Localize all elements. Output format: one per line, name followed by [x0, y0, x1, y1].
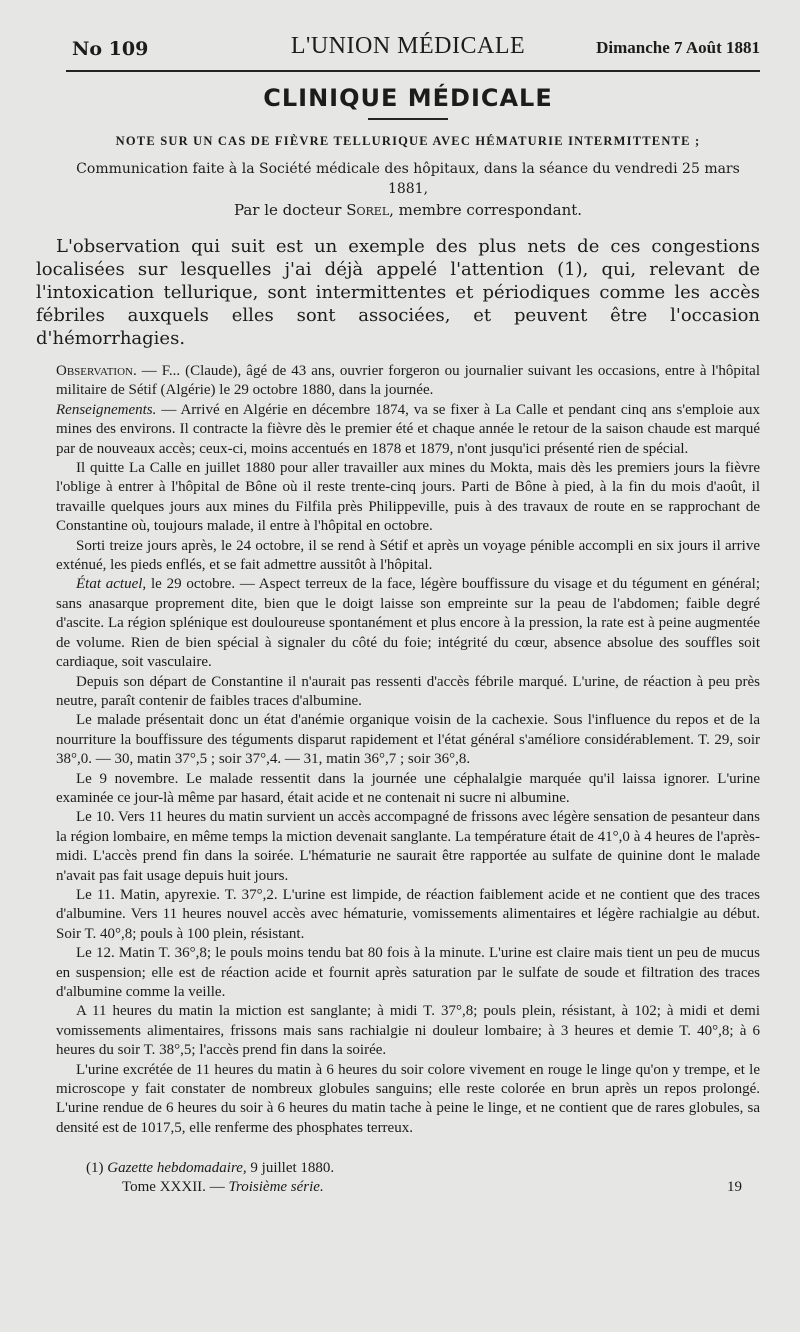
serie-separator: — [205, 1179, 229, 1196]
footnote-number: (1) [86, 1160, 108, 1177]
page-number: 19 [727, 1179, 742, 1196]
tome-label: Tome XXXII. [122, 1179, 206, 1196]
paragraph-sorti: Sorti treize jours après, le 24 octobre, il se rend à Sétif et après un voyage pénible accompli en six jours il arrive exténué, les pieds enflés, et se fait admettre aussitôt à l'hôpital. [56, 537, 760, 574]
page-footer [56, 1179, 760, 1201]
title-rule [368, 118, 448, 120]
article-title: NOTE SUR UN CAS DE FIÈVRE TELLURIQUE AVEC HÉMATURIE INTERMITTENTE ; [115, 134, 701, 148]
observation-paragraph [56, 362, 760, 401]
etat-text: le 29 octobre. — Aspect terreux de la face, légère bouffissure du visage et du tégument en général; sans anasarque proprement dite, bien que le doigt laisse son empreinte sur la peau de l'abdomen; faible degré d'ascite. La région splénique est douloureuse spontanément et plus encore à la pression, la rate est à peine augmentée de volume. Rien de bien spécial à signaler du côté du foie; intégrité du cœur, absence absolue des souffles soit cardiaque, soit vasculaire. [56, 576, 761, 671]
paragraph-le-10: Le 10. Vers 11 heures du matin survient un accès accompagné de frissons avec légère sensation de pesanteur dans la région lombaire, en même temps la miction devenait sanglante. La température était de 41°,0 à 4 heures de l'après-midi. L'accès prend fin dans la soirée. L'hématurie ne saurait être rapportée au sulfate de quinine dont le malade n'avait pas fait usage depuis huit jours. [56, 809, 760, 884]
communication-line: Communication faite à la Société médicale des hôpitaux, dans la séance du vendredi 25 mars 1881, [76, 161, 740, 197]
serie-label: Troisième série. [228, 1179, 324, 1196]
issue-number: No 109 [72, 38, 149, 60]
paragraph-le-11: Le 11. Matin, apyrexie. T. 37°,2. L'urine est limpide, de réaction faiblement acide et ne contient que des traces d'albumine. Vers 11 heures nouvel accès avec hématurie, vomissements alimentaires et légère rachialgie au début. Soir T. 40°,8; pouls à 100 plein, résistant. [56, 886, 760, 942]
author-name: Sorel [346, 201, 390, 219]
paragraph-malade: Le malade présentait donc un état d'anémie organique voisin de la cachexie. Sous l'influence du repos et de la nourriture la bouffissure des téguments disparut rapidement et l'état général s'améliore considérablement. T. 29, soir 38°,0. — 30, matin 37°,5 ; soir 37°,4. — 31, matin 36°,7 ; soir 36°,8. [56, 712, 760, 768]
renseignements-label: Renseignements. [56, 401, 157, 418]
footnote-journal: Gazette hebdomadaire, [107, 1160, 247, 1177]
paragraph-9-novembre: Le 9 novembre. Le malade ressentit dans la journée une céphalalgie marquée qu'il laissa ignorer. L'urine examinée ce jour-là même par hasard, était acide et ne contenait ni sucre ni albumine. [56, 770, 760, 806]
section-title: CLINIQUE MÉDICALE [263, 84, 553, 112]
author-suffix: , membre correspondant. [389, 201, 583, 219]
observation-label: Observation. [56, 363, 137, 379]
author-prefix: Par le docteur [233, 201, 347, 219]
paragraph-depuis: Depuis son départ de Constantine il n'aurait pas ressenti d'accès fébrile marqué. L'urine, de réaction à peu près neutre, paraît contenir de faibles traces d'albumine. [56, 673, 760, 709]
article-body [56, 362, 760, 1138]
paragraph-quitte: Il quitte La Calle en juillet 1880 pour aller travailler aux mines du Mokta, mais dès les premiers jours la fièvre l'oblige à entrer à l'hôpital de Bône où il reste trente-cinq jours. Parti de Bône à pied, à la fin du mois d'août, il travaille quelques jours aux mines du Filfila près Philippeville, puis à des travaux de route en se rapprochant de Constantine où, toujours malade, il entre à l'hôpital en octobre. [56, 460, 760, 535]
paragraph-11-heures: A 11 heures du matin la miction est sanglante; à midi T. 37°,8; pouls plein, résistant, à 102; à midi et demi vomissements alimentaires, frissons mais sans rachialgie ni douleur lombaire; à 3 heures et demie T. 40°,8; à 6 heures du soir T. 38°,5; l'accès prend fin dans la soirée. [56, 1003, 760, 1059]
issue-date: Dimanche 7 Août 1881 [596, 38, 760, 57]
header-rule [66, 70, 760, 72]
intro-paragraph: L'observation qui suit est un exemple des plus nets de ces congestions localisées sur lesquelles j'ai déjà appelé l'attention (1), qui, relevant de l'intoxication tellurique, sont intermittentes et périodiques comme les accès fébriles auxquels elles sont associées, et peuvent être l'occasion d'hémorrhagies. [36, 236, 760, 349]
renseignements-text: — Arrivé en Algérie en décembre 1874, va se fixer à La Calle et pendant cinq ans s'emploie aux mines des environs. Il contracte la fièvre dès le premier été et chaque année le retour de la saison chaude est marqué par de nouveaux accès; ceux-ci, moins accentués en 1878 et 1879, n'ont jusqu'ici présenté rien de spécial. [56, 401, 760, 457]
author-line [56, 199, 760, 221]
footnote [86, 1160, 760, 1177]
page-header [56, 30, 760, 70]
footnote-date: 9 juillet 1880. [246, 1160, 335, 1177]
etat-paragraph [56, 575, 760, 672]
paragraph-urine: L'urine excrétée de 11 heures du matin à 6 heures du soir colore vivement en rouge le linge qu'on y trempe, et le microscope y fait constater de nombreux globules sanguins; elle reste colorée en brun après un repos prolongé. L'urine rendue de 6 heures du soir à 6 heures du matin tache à peine le linge, et ne contient que de rares globules, sa densité est de 1017,5, elle renferme des phosphates terreux. [56, 1061, 760, 1136]
paragraph-le-12: Le 12. Matin T. 36°,8; le pouls moins tendu bat 80 fois à la minute. L'urine est claire mais tient un peu de mucus en suspension; elle est de réaction acide et fournit après saturation par le sulfate de soude et filtration des traces d'albumine comme la veille. [56, 945, 760, 1000]
renseignements-paragraph [56, 401, 760, 459]
etat-label: État actuel, [76, 576, 147, 593]
volume-info [122, 1179, 324, 1196]
journal-title: L'UNION MÉDICALE [290, 33, 526, 59]
observation-text: — F... (Claude), âgé de 43 ans, ouvrier forgeron ou journalier suivant les occasions, entre à l'hôpital militaire de Sétif (Algérie) le 29 octobre 1880, dans la journée. [56, 363, 760, 399]
